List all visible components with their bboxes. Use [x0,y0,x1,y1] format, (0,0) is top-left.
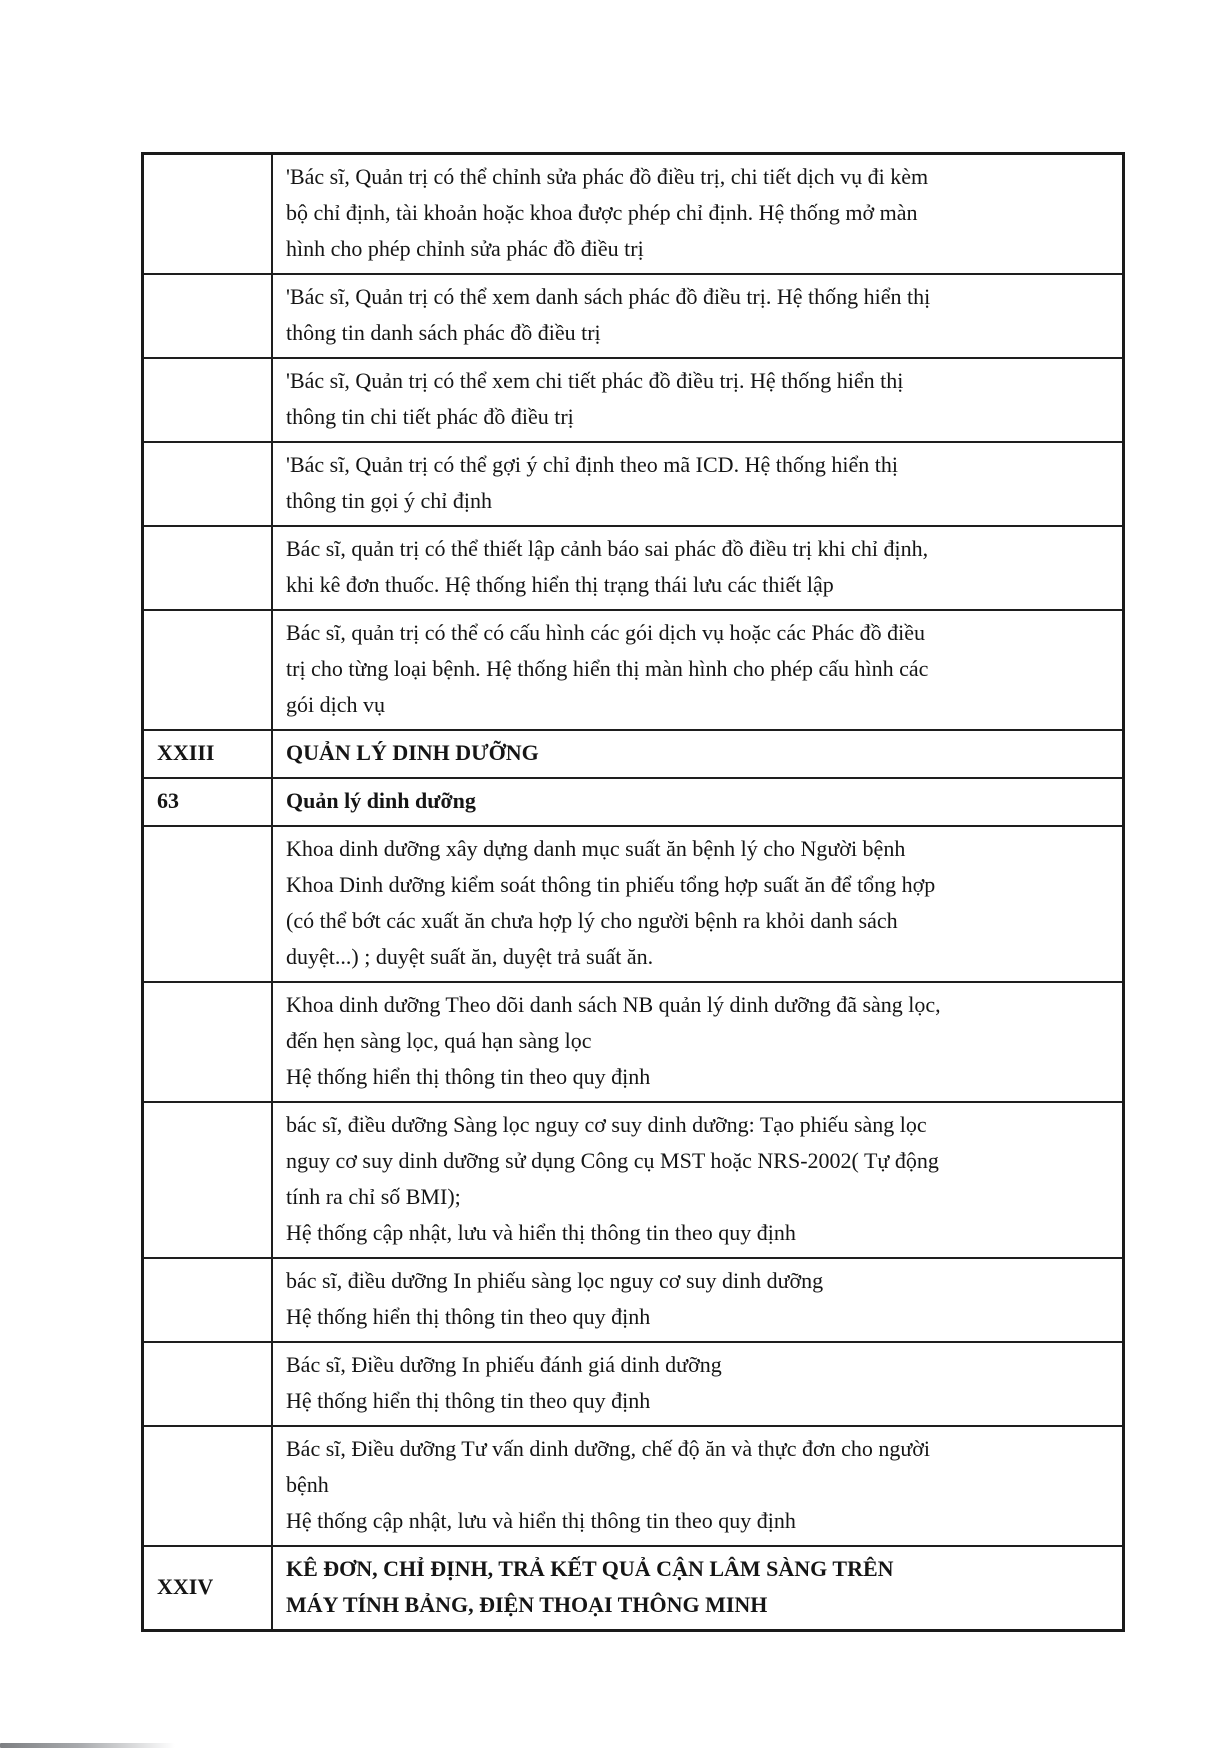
requirement-line: khi kê đơn thuốc. Hệ thống hiển thị trạng thái lưu các thiết lập [286,572,834,597]
table-row [143,154,1124,275]
requirement-line: Hệ thống hiển thị thông tin theo quy định [286,1064,651,1089]
table-row [143,442,1124,526]
requirement-line: tính ra chỉ số BMI); [286,1184,461,1209]
requirement-line: nguy cơ suy dinh dưỡng sử dụng Công cụ MST hoặc NRS-2002( Tự động [286,1148,939,1173]
row-number-cell [143,1342,273,1426]
row-number-cell [143,274,273,358]
requirement-line: 'Bác sĩ, Quản trị có thể xem chi tiết phác đồ điều trị. Hệ thống hiển thị [286,368,904,393]
requirement-line: bác sĩ, điều dưỡng Sàng lọc nguy cơ suy dinh dưỡng: Tạo phiếu sàng lọc [286,1112,927,1137]
requirement-line: trị cho từng loại bệnh. Hệ thống hiển thị màn hình cho phép cấu hình các [286,656,929,681]
requirement-line: bộ chỉ định, tài khoản hoặc khoa được phép chỉ định. Hệ thống mở màn [286,200,918,225]
requirement-line: Hệ thống cập nhật, lưu và hiển thị thông tin theo quy định [286,1508,796,1533]
requirement-line: thông tin danh sách phác đồ điều trị [286,320,601,345]
requirement-line: Bác sĩ, Điều dưỡng Tư vấn dinh dưỡng, chế độ ăn và thực đơn cho người [286,1436,931,1461]
requirement-line: (có thể bớt các xuất ăn chưa hợp lý cho người bệnh ra khỏi danh sách [286,908,898,933]
requirement-line: Hệ thống hiển thị thông tin theo quy định [286,1388,651,1413]
table-row [143,1102,1124,1258]
requirement-line: Bác sĩ, quản trị có thể thiết lập cảnh báo sai phác đồ điều trị khi chỉ định, [286,536,929,561]
requirement-line: Bác sĩ, Điều dưỡng In phiếu đánh giá dinh dưỡng [286,1352,722,1377]
requirement-line: 'Bác sĩ, Quản trị có thể gợi ý chỉ định theo mã ICD. Hệ thống hiển thị [286,452,898,477]
requirement-line: Khoa dinh dưỡng Theo dõi danh sách NB quản lý dinh dưỡng đã sàng lọc, [286,992,941,1017]
section-title-cell [272,1546,1124,1631]
requirement-line: thông tin gọi ý chỉ định [286,488,492,513]
requirement-line: Hệ thống hiển thị thông tin theo quy định [286,1304,651,1329]
requirements-table [141,152,1125,1632]
requirement-line: Khoa dinh dưỡng xây dựng danh mục suất ăn bệnh lý cho Người bệnh [286,836,906,861]
requirement-cell [272,274,1124,358]
requirement-line: duyệt...) ; duyệt suất ăn, duyệt trả suất ăn. [286,944,654,969]
requirement-cell [272,610,1124,730]
table-row [143,358,1124,442]
row-number-cell [143,730,273,778]
row-number-cell [143,778,273,826]
row-number-cell [143,826,273,982]
requirement-line: Hệ thống cập nhật, lưu và hiển thị thông tin theo quy định [286,1220,796,1245]
requirement-cell [272,982,1124,1102]
requirement-line: hình cho phép chỉnh sửa phác đồ điều trị [286,236,644,261]
table-row [143,1426,1124,1546]
requirement-line: 'Bác sĩ, Quản trị có thể xem danh sách phác đồ điều trị. Hệ thống hiển thị [286,284,931,309]
table-row [143,982,1124,1102]
row-number-cell [143,610,273,730]
requirement-line: bệnh [286,1472,329,1497]
section-title-line: KÊ ĐƠN, CHỈ ĐỊNH, TRẢ KẾT QUẢ CẬN LÂM SÀNG TRÊN [286,1556,894,1581]
requirement-line: Bác sĩ, quản trị có thể có cấu hình các gói dịch vụ hoặc các Phác đồ điều [286,620,925,645]
table-row [143,1342,1124,1426]
row-number-cell [143,1258,273,1342]
requirement-line: đến hẹn sàng lọc, quá hạn sàng lọc [286,1028,592,1053]
row-number-cell [143,154,273,275]
row-number-cell [143,442,273,526]
section-title-cell [272,730,1124,778]
requirement-cell [272,1258,1124,1342]
table-row [143,610,1124,730]
table-row [143,1258,1124,1342]
requirement-cell [272,154,1124,275]
row-number-cell [143,526,273,610]
requirement-cell [272,1426,1124,1546]
row-number-cell [143,1426,273,1546]
requirements-table-body [143,154,1124,1631]
requirement-line: Khoa Dinh dưỡng kiểm soát thông tin phiếu tổng hợp suất ăn để tổng hợp [286,872,936,897]
subsection-title: Quản lý dinh dưỡng [286,788,476,813]
scan-smudge-artifact [0,1743,175,1748]
subsection-title-cell [272,778,1124,826]
requirement-line: 'Bác sĩ, Quản trị có thể chỉnh sửa phác đồ điều trị, chi tiết dịch vụ đi kèm [286,164,929,189]
subsection-header-row [143,778,1124,826]
row-number-cell [143,1546,273,1631]
section-title-line: MÁY TÍNH BẢNG, ĐIỆN THOẠI THÔNG MINH [286,1592,768,1617]
table-row [143,826,1124,982]
requirement-cell [272,1102,1124,1258]
requirement-line: bác sĩ, điều dưỡng In phiếu sàng lọc nguy cơ suy dinh dưỡng [286,1268,824,1293]
row-number-cell [143,358,273,442]
section-number: XXIII [157,740,215,765]
row-number-cell [143,1102,273,1258]
requirement-cell [272,1342,1124,1426]
requirement-cell [272,358,1124,442]
requirement-cell [272,442,1124,526]
subsection-number: 63 [157,788,179,813]
row-number-cell [143,982,273,1102]
table-row [143,274,1124,358]
requirement-line: thông tin chi tiết phác đồ điều trị [286,404,574,429]
table-row [143,526,1124,610]
section-header-row [143,730,1124,778]
section-number: XXIV [157,1574,214,1599]
section-header-row [143,1546,1124,1631]
requirement-cell [272,526,1124,610]
requirement-line: gói dịch vụ [286,692,385,717]
requirement-cell [272,826,1124,982]
section-title: QUẢN LÝ DINH DƯỠNG [286,740,539,765]
